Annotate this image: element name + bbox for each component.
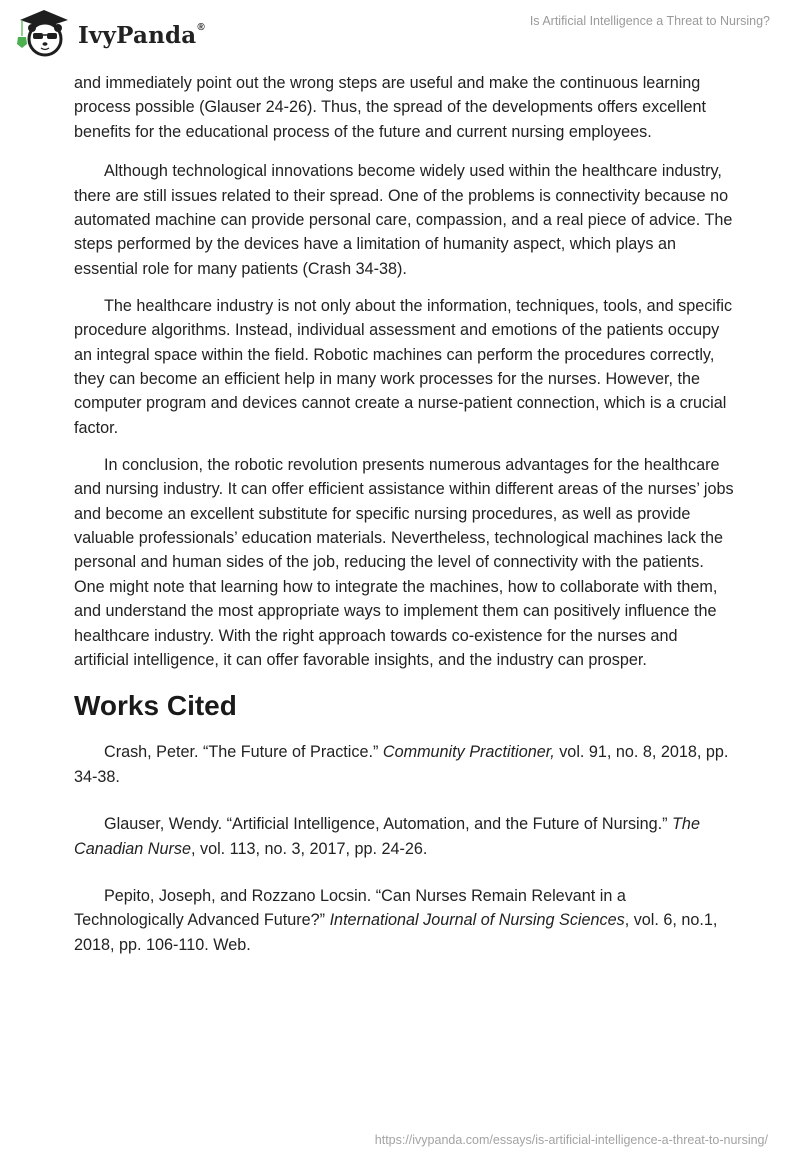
citation-entry [74, 812, 734, 861]
citation-details: vol. 91, no. 8, 2018, pp. 34-38. [74, 743, 729, 786]
paragraph-continuation: and immediately point out the wrong steps are useful and make the continuous learning process possible (Glauser 24-26). Thus, the spread of the developments offers excellent benefits for the educational process of the future and current nursing employees. [74, 74, 706, 141]
citation-entry [74, 884, 734, 957]
panda-graduate-logo-icon [14, 6, 72, 58]
citation-source-title: The Canadian Nurse [74, 815, 700, 858]
citation-text: Glauser, Wendy. “Artificial Intelligence, Automation, and the Future of Nursing.” [104, 815, 673, 834]
citation-source-title: Community Practitioner, [382, 743, 555, 762]
paragraph-human-factor: The healthcare industry is not only about the information, techniques, tools, and specific procedure algorithms. Instead, individual assessment and emotions of the patients occupy an integral space within the field. Robotic machines can perform the procedures correctly, they can become an efficient help in many work processes for the nurses. However, the computer program and devices cannot create a nurse-patient connection, which is a crucial factor. [74, 296, 733, 437]
ivypanda-logo-link[interactable] [14, 6, 205, 58]
citation-text: Pepito, Joseph, and Rozzano Locsin. “Can Nurses Remain Relevant in a Technologically Advanced Future?” [74, 886, 626, 930]
registered-mark: ® [197, 21, 205, 33]
works-cited-heading: Works Cited [74, 690, 237, 722]
brand-name: IvyPanda® [78, 21, 205, 49]
paragraph-conclusion: In conclusion, the robotic revolution presents numerous advantages for the healthcare and nursing industry. It can offer efficient assistance within different areas of the nurses’ jobs and become an excellent substitute for specific nursing procedures, as well as provide valuable professionals’ education materials. Nevertheless, technological machines lack the personal and human sides of the job, reducing the level of connectivity with the patients. One might note that learning how to integrate the machines, how to collaborate with them, and understand the most appropriate ways to implement them can positively influence the healthcare industry. With the right approach towards co-existence for the nurses and artificial intelligence, it can offer favorable insights, and the industry can prosper. [74, 455, 734, 669]
citation-details: , vol. 6, no.1, 2018, pp. 106-110. Web. [74, 911, 718, 954]
paragraph-connectivity-issues: Although technological innovations become widely used within the healthcare industry, there are still issues related to their spread. One of the problems is connectivity because no automated machine can provide personal care, compassion, and a real piece of advice. The steps performed by the devices have a limitation of humanity aspect, which plays an essential role for many patients (Crash 34-38). [74, 162, 733, 278]
citation-text: Crash, Peter. “The Future of Practice.” [104, 743, 383, 762]
page-header [0, 0, 800, 64]
source-url-link[interactable]: https://ivypanda.com/essays/is-artificial-intelligence-a-threat-to-nursing/ [374, 1133, 768, 1147]
citation-details: , vol. 113, no. 3, 2017, pp. 24-26. [190, 839, 428, 858]
essay-content [74, 71, 734, 980]
citation-source-title: International Journal of Nursing Sciences [329, 911, 625, 930]
citation-entry [74, 740, 734, 789]
document-title: Is Artificial Intelligence a Threat to Nursing? [529, 14, 770, 28]
